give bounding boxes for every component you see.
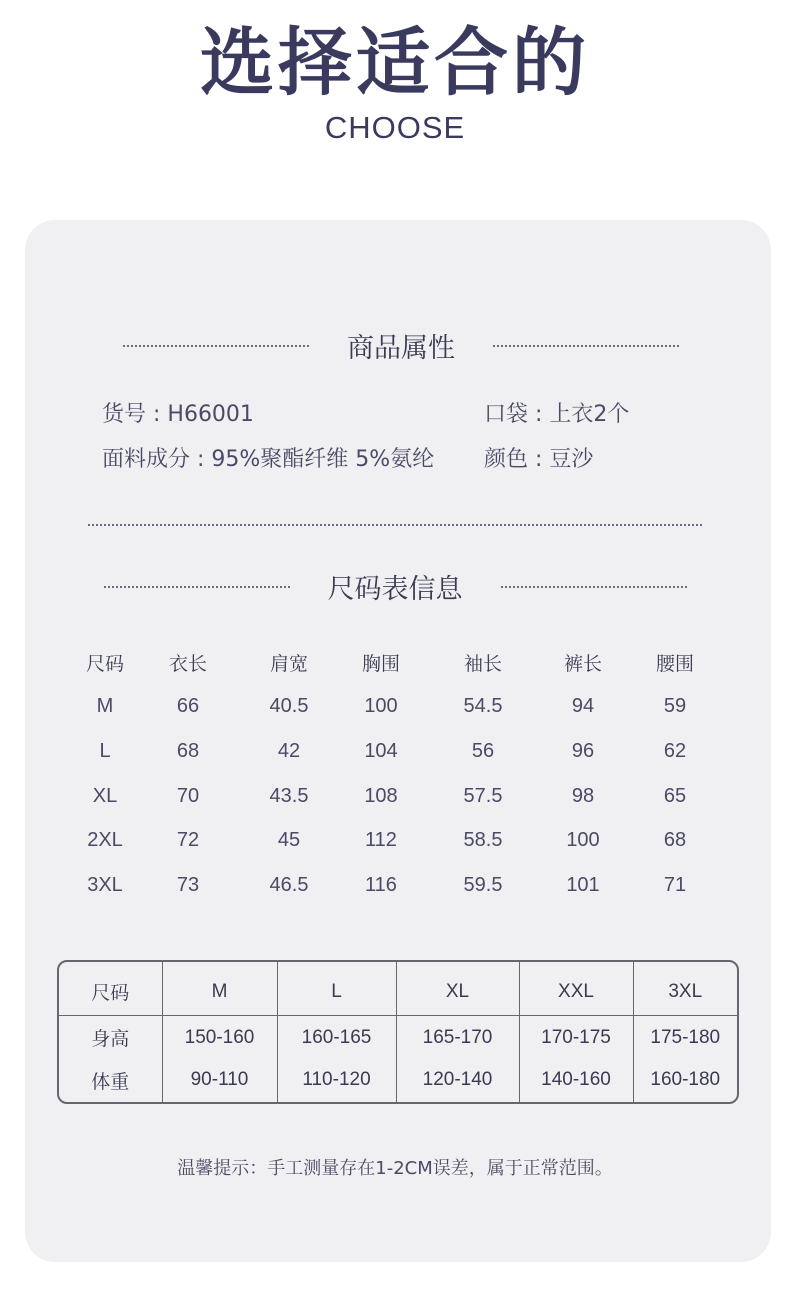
- table-cell: 54.5: [463, 695, 503, 718]
- table-cell: XL: [92, 784, 118, 807]
- table-cell: 57.5: [463, 784, 503, 807]
- table-cell: 身高: [91, 1028, 130, 1051]
- table-row: [60, 774, 740, 819]
- table-cell: 100: [364, 695, 398, 718]
- table-cell: 96: [571, 739, 595, 762]
- table-cell: 160-180: [633, 1059, 737, 1102]
- item-number: 货号 : H66001: [102, 402, 254, 427]
- table-cell: 45: [277, 829, 301, 852]
- table-cell: XXL: [519, 962, 633, 1016]
- attributes-heading-row: [94, 326, 708, 365]
- table-cell: 3XL: [87, 873, 123, 896]
- color-info: 颜色 : 豆沙: [484, 447, 594, 472]
- table-cell: M: [96, 695, 114, 718]
- column-header: 衣长: [168, 652, 207, 675]
- attributes-heading: 商品属性: [347, 333, 455, 364]
- table-cell: L: [99, 739, 111, 762]
- column-header: 尺码: [85, 652, 124, 675]
- table-cell: L: [277, 962, 396, 1016]
- table-cell: 40.5: [269, 695, 309, 718]
- table-row: [59, 962, 737, 1016]
- table-cell: 140-160: [519, 1059, 633, 1102]
- table-cell: 58.5: [463, 829, 503, 852]
- table-cell: 100: [566, 829, 600, 852]
- size-heading: 尺码表信息: [327, 574, 463, 605]
- table-cell: 90-110: [162, 1059, 277, 1102]
- table-cell: 2XL: [87, 829, 123, 852]
- size-table: [60, 640, 740, 908]
- table-row: [60, 685, 740, 730]
- table-cell: 71: [663, 873, 687, 896]
- heading-dots-right: [493, 345, 679, 347]
- table-cell: 体重: [91, 1070, 130, 1093]
- column-header: 袖长: [463, 652, 502, 675]
- page-subtitle: CHOOSE: [324, 110, 466, 145]
- table-cell: 175-180: [633, 1016, 737, 1059]
- column-header: 裤长: [563, 652, 602, 675]
- measurement-tip: 温馨提示：手工测量存在1-2CM误差，属于正常范围。: [177, 1158, 613, 1179]
- table-cell: 66: [176, 695, 200, 718]
- table-cell: 101: [566, 873, 600, 896]
- table-cell: 56: [471, 739, 495, 762]
- table-cell: 3XL: [633, 962, 737, 1016]
- column-header: 肩宽: [269, 652, 308, 675]
- fabric-composition: 面料成分 : 95%聚酯纤维 5%氨纶: [102, 447, 435, 472]
- heading-dots-left: [104, 586, 290, 588]
- size-table-header: [60, 640, 740, 685]
- table-cell: 68: [176, 739, 200, 762]
- table-cell: 尺码: [59, 962, 162, 1016]
- table-cell: 104: [364, 739, 398, 762]
- table-cell: 110-120: [277, 1059, 396, 1102]
- table-cell: 94: [571, 695, 595, 718]
- table-cell: 98: [571, 784, 595, 807]
- heading-dots-right: [501, 586, 687, 588]
- reference-table-frame: [57, 960, 739, 1104]
- heading-dots-left: [123, 345, 309, 347]
- table-cell: 108: [364, 784, 398, 807]
- table-cell: 70: [176, 784, 200, 807]
- table-cell: XL: [396, 962, 519, 1016]
- table-cell: 42: [277, 739, 301, 762]
- table-cell: 160-165: [277, 1016, 396, 1059]
- page-title: 选择适合的: [200, 20, 590, 106]
- table-row: [59, 1059, 737, 1102]
- table-cell: 120-140: [396, 1059, 519, 1102]
- section-divider: [88, 524, 702, 526]
- table-row: [59, 1016, 737, 1059]
- table-row: [60, 863, 740, 908]
- table-cell: 68: [663, 829, 687, 852]
- table-cell: 72: [176, 829, 200, 852]
- table-cell: 116: [365, 873, 397, 896]
- table-cell: 43.5: [269, 784, 309, 807]
- size-heading-row: [88, 567, 702, 606]
- reference-table: [59, 962, 737, 1102]
- column-header: 胸围: [361, 652, 400, 675]
- table-row: [60, 729, 740, 774]
- table-cell: 150-160: [162, 1016, 277, 1059]
- pocket-info: 口袋 : 上衣2个: [484, 402, 630, 427]
- table-cell: 112: [365, 829, 397, 852]
- table-cell: 165-170: [396, 1016, 519, 1059]
- table-cell: 65: [663, 784, 687, 807]
- table-cell: 62: [663, 739, 687, 762]
- table-cell: 46.5: [269, 873, 309, 896]
- table-cell: 170-175: [519, 1016, 633, 1059]
- table-cell: 59: [663, 695, 687, 718]
- table-row: [60, 818, 740, 863]
- table-cell: M: [162, 962, 277, 1016]
- table-cell: 73: [176, 873, 200, 896]
- column-header: 腰围: [655, 652, 694, 675]
- table-cell: 59.5: [463, 873, 503, 896]
